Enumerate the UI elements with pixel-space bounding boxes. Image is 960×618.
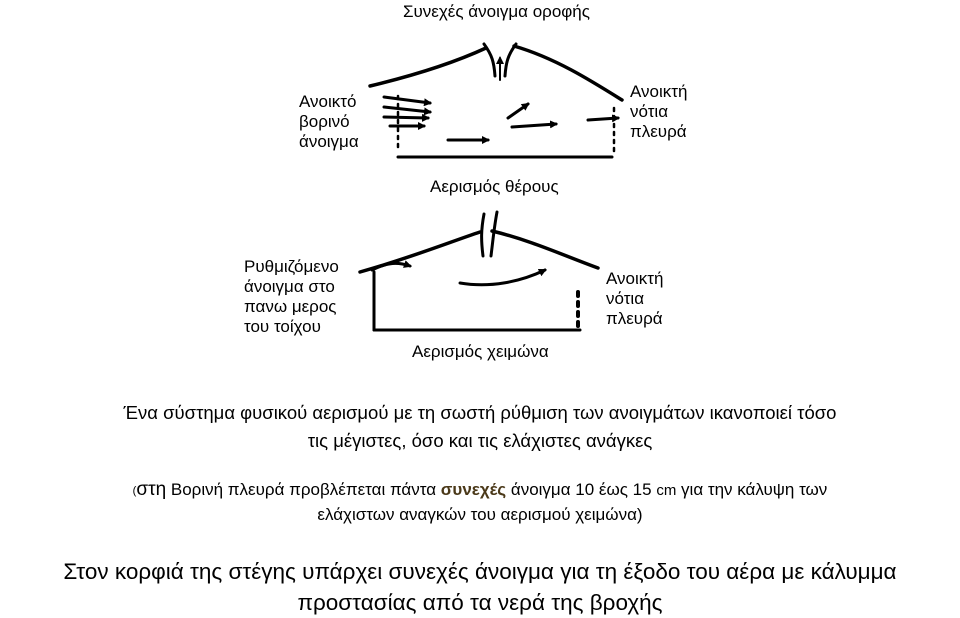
summer-roof-left	[370, 48, 486, 86]
label-line: πανω μερος	[244, 297, 337, 316]
label-line: νότια	[630, 102, 669, 121]
label-line: Ανοικτή	[630, 82, 688, 101]
note-post: για την κάλυψη των	[676, 480, 828, 499]
winter-north-opening-label	[244, 257, 339, 337]
inflow-arrow-6	[512, 124, 556, 127]
inflow-arrow-3	[384, 117, 428, 118]
label-line: βορινό	[299, 112, 350, 131]
north-side-note	[0, 478, 960, 527]
winter-inflow-arrow	[372, 263, 410, 270]
winter-roof-right	[492, 231, 598, 268]
label-line: Ρυθμιζόμενο	[244, 257, 339, 276]
outflow-arrow-south	[588, 118, 618, 120]
label-line: νότια	[606, 289, 645, 308]
label-line: Ανοικτή	[606, 269, 664, 288]
open-paren: (	[132, 485, 137, 497]
intro-paragraph	[0, 399, 960, 455]
summer-south-side-label	[630, 82, 687, 142]
inflow-arrow-5	[508, 104, 528, 118]
label-line: άνοιγμα	[299, 132, 359, 151]
label-line: πλευρά	[606, 309, 663, 328]
ridge-line-1: Στον κορφιά της στέγης υπάρχει συνεχές άνοιγμα για τη έξοδο του αέρα με κάλυμμα	[63, 559, 897, 584]
note-mid: άνοιγμα 10 έως 15	[506, 480, 657, 499]
ridge-paragraph	[0, 556, 960, 618]
winter-roof-vent-right	[491, 212, 497, 256]
winter-south-side-label	[606, 269, 663, 329]
winter-circulation-arrow	[460, 270, 545, 285]
intro-line-2: τις μέγιστες, όσο και τις ελάχιστες ανάγκες	[307, 430, 653, 451]
summer-roof-opening-label: Συνεχές άνοιγμα οροφής	[403, 2, 590, 21]
label-line: Ανοικτό	[299, 92, 357, 111]
summer-roof-vent-right	[505, 44, 516, 76]
intro-line-1: Ένα σύστημα φυσικού αερισμού με τη σωστή ρύθμιση των ανοιγμάτων ικανοποιεί τόσο	[123, 402, 837, 423]
label-line: άνοιγμα στο	[244, 277, 335, 296]
summer-roof-vent-left	[484, 44, 495, 76]
inflow-arrow-1	[384, 97, 430, 103]
winter-roof-vent-left	[482, 214, 484, 256]
ridge-line-2: προστασίας από τα νερά της βροχής	[297, 590, 663, 615]
winter-building	[360, 212, 598, 330]
note-sti: στη	[136, 479, 167, 500]
note-pre: Βορινή πλευρά προβλέπεται πάντα	[166, 480, 441, 499]
note-unit: cm	[656, 482, 677, 499]
label-line: του τοίχου	[244, 317, 321, 336]
summer-north-opening-label	[299, 92, 359, 152]
note-emphasis: συνεχές	[440, 480, 507, 499]
winter-airflow	[372, 263, 545, 284]
summer-airflow-arrows	[384, 97, 618, 140]
label-line: πλευρά	[630, 122, 687, 141]
summer-roof-right	[514, 46, 622, 100]
summer-ventilation-caption: Αερισμός θέρους	[430, 177, 559, 196]
note-line-2: ελάχιστων αναγκών του αερισμού χειμώνα)	[317, 505, 643, 524]
note-line-1	[0, 478, 960, 503]
inflow-arrow-2	[384, 107, 430, 112]
winter-ventilation-caption: Αερισμός χειμώνα	[412, 342, 549, 361]
